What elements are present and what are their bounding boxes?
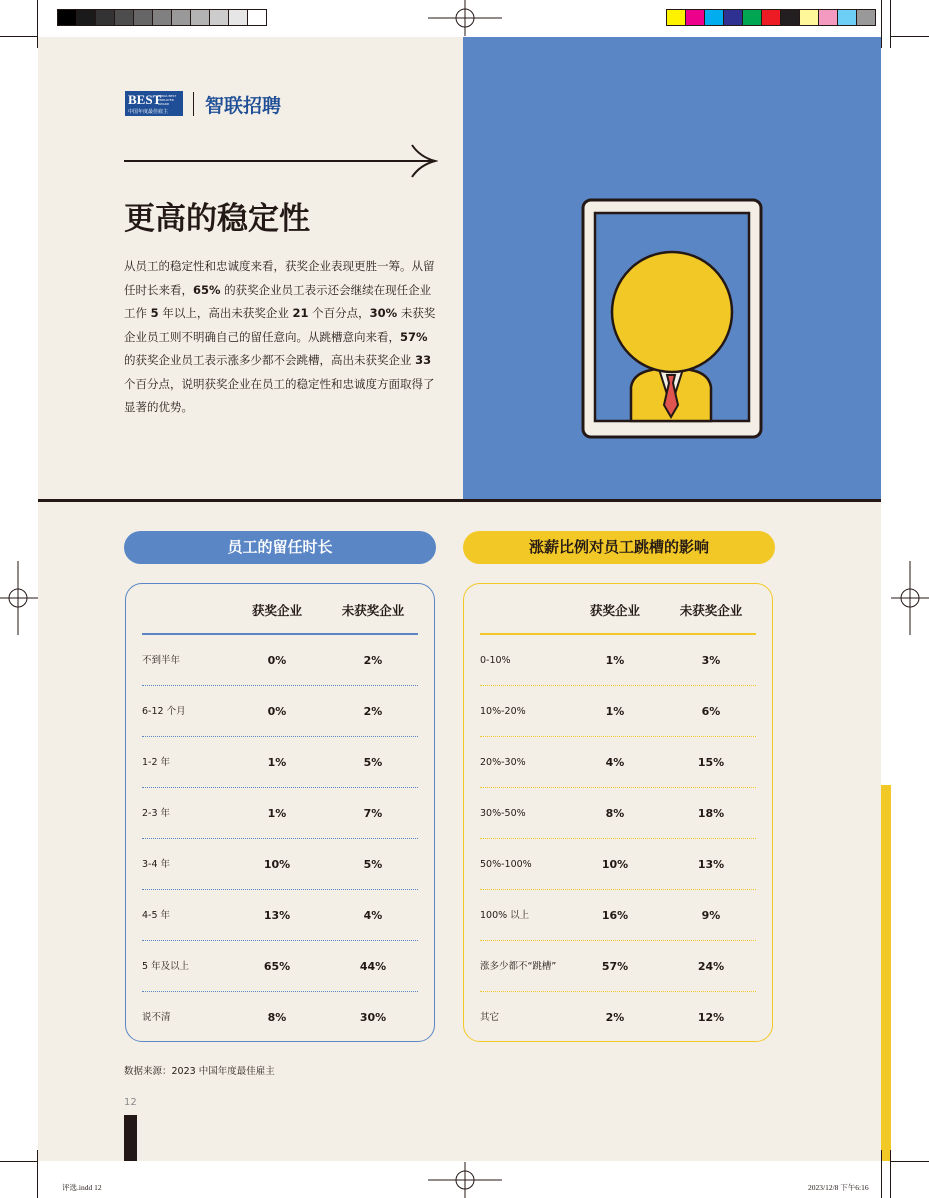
- crop-mark: [881, 0, 882, 48]
- row-label: 0-10%: [480, 655, 511, 666]
- non-winner-value: 24%: [697, 960, 725, 973]
- row-label: 4-5 年: [142, 910, 171, 921]
- table-row: [142, 941, 418, 992]
- zhaopin-logo: 智联招聘: [205, 95, 282, 117]
- non-winner-value: 18%: [697, 807, 725, 820]
- intro-highlight: 5: [150, 306, 159, 320]
- intro-text: 个百分点，: [308, 306, 370, 320]
- intro-text: 未获奖企业员工则不明确自己的留任意向。从跳槽意向来看，: [124, 306, 436, 344]
- crop-mark: [890, 0, 891, 48]
- table-row: [142, 890, 418, 941]
- color-swatch: [666, 9, 686, 26]
- row-label: 6-12 个月: [142, 706, 186, 717]
- table-row: [142, 839, 418, 890]
- non-winner-value: 6%: [701, 705, 721, 718]
- retention-table-title: 员工的留任时长: [124, 531, 436, 564]
- award-winner-value: 1%: [605, 654, 625, 667]
- award-winner-value: 0%: [267, 705, 287, 718]
- crop-mark: [37, 1150, 38, 1198]
- color-swatch: [799, 9, 819, 26]
- row-label: 1-2 年: [142, 757, 171, 768]
- color-swatch: [171, 9, 191, 26]
- color-swatch: [856, 9, 876, 26]
- table-row: [480, 788, 756, 839]
- crop-mark: [891, 36, 929, 37]
- non-winner-value: 15%: [697, 756, 725, 769]
- non-winner-value: 12%: [697, 1011, 725, 1024]
- intro-text: 从员工的稳定性和忠诚度来看，获奖企业表现更胜一筹。从留任时长来看，: [124, 259, 435, 297]
- award-winner-value: 1%: [267, 756, 287, 769]
- non-winner-value: 7%: [363, 807, 383, 820]
- award-winner-value: 0%: [267, 654, 287, 667]
- crop-mark: [890, 1150, 891, 1198]
- best-logo-small-text: CHINA BEST EMPLOYER AWARD: [158, 94, 177, 106]
- column-header: 获奖企业: [251, 603, 302, 618]
- file-slug: 评选.indd 12: [62, 1183, 102, 1192]
- intro-text: 的获奖企业员工表示涨多少都不会跳槽，高出未获奖企业: [124, 353, 416, 367]
- intro-text: 个百分点，说明获奖企业在员工的稳定性和忠诚度方面取得了显著的优势。: [124, 376, 435, 414]
- award-winner-value: 2%: [605, 1011, 625, 1024]
- data-source-note: 数据来源：2023 中国年度最佳雇主: [124, 1066, 275, 1077]
- non-winner-value: 44%: [359, 960, 387, 973]
- color-swatch: [247, 9, 267, 26]
- intro-highlight: 33: [415, 353, 432, 367]
- color-swatch: [742, 9, 762, 26]
- table-row: [480, 737, 756, 788]
- crop-mark: [881, 1150, 882, 1198]
- intro-highlight: 30%: [369, 306, 398, 320]
- color-swatch: [685, 9, 705, 26]
- color-swatch: [152, 9, 172, 26]
- table-row: [480, 635, 756, 686]
- intro-highlight: 65%: [193, 282, 221, 297]
- award-winner-value: 8%: [267, 1011, 287, 1024]
- row-label: 100% 以上: [480, 910, 530, 921]
- row-label: 3-4 年: [142, 859, 171, 870]
- row-label: 说不清: [142, 1012, 171, 1023]
- color-swatch: [704, 9, 724, 26]
- column-header: 未获奖企业: [341, 603, 405, 618]
- color-swatch: [76, 9, 96, 26]
- row-label: 30%-50%: [480, 808, 526, 819]
- non-winner-value: 2%: [363, 654, 383, 667]
- crop-mark: [0, 1161, 38, 1162]
- head-circle: [612, 252, 732, 372]
- color-swatch: [837, 9, 857, 26]
- color-swatch: [209, 9, 229, 26]
- intro-text: 的获奖企业员工表示还会继续在现任企业工作: [124, 282, 432, 320]
- color-swatch: [190, 9, 210, 26]
- registration-mark-icon: [428, 0, 502, 38]
- award-winner-value: 4%: [605, 756, 625, 769]
- crop-mark: [891, 1161, 929, 1162]
- table-row: [142, 788, 418, 839]
- table-row: [480, 839, 756, 890]
- section-divider: [38, 499, 881, 502]
- print-timestamp: 2023/12/8 下午6:16: [808, 1183, 869, 1192]
- color-swatch: [114, 9, 134, 26]
- employee-portrait-illustration: [463, 37, 881, 500]
- award-winner-value: 1%: [605, 705, 625, 718]
- logo-separator: [193, 92, 194, 116]
- page-number-bar: [124, 1115, 137, 1161]
- table-row: [142, 686, 418, 737]
- intro-highlight: 57%: [400, 329, 428, 344]
- row-label: 其它: [480, 1012, 500, 1023]
- table-header: [464, 584, 772, 635]
- illustration-panel: [463, 37, 881, 500]
- row-label: 20%-30%: [480, 757, 526, 768]
- non-winner-value: 5%: [363, 858, 383, 871]
- non-winner-value: 4%: [363, 909, 383, 922]
- row-label: 2-3 年: [142, 808, 171, 819]
- column-header: 未获奖企业: [679, 603, 743, 618]
- table-row: [480, 992, 756, 1043]
- color-swatch: [723, 9, 743, 26]
- award-winner-value: 57%: [601, 960, 629, 973]
- color-swatch: [818, 9, 838, 26]
- raise-table-title: 涨薪比例对员工跳槽的影响: [463, 531, 775, 564]
- color-swatch: [228, 9, 248, 26]
- crop-mark: [37, 0, 38, 48]
- award-winner-value: 1%: [267, 807, 287, 820]
- row-label: 50%-100%: [480, 859, 532, 870]
- retention-table: [125, 583, 435, 1042]
- row-label: 涨多少都不“跳槽”: [480, 961, 557, 972]
- long-arrow-icon: [124, 143, 438, 179]
- non-winner-value: 3%: [701, 654, 721, 667]
- registration-mark-icon: [891, 561, 929, 635]
- table-row: [480, 686, 756, 737]
- non-winner-value: 9%: [701, 909, 721, 922]
- award-winner-value: 13%: [263, 909, 291, 922]
- color-swatch: [761, 9, 781, 26]
- page-title: 更高的稳定性: [124, 201, 310, 237]
- row-label: 5 年及以上: [142, 961, 190, 972]
- crop-mark: [0, 36, 38, 37]
- non-winner-value: 13%: [697, 858, 725, 871]
- best-logo-subtext: 中国年度最佳雇主: [128, 109, 169, 115]
- table-row: [142, 737, 418, 788]
- column-header: 获奖企业: [589, 603, 640, 618]
- non-winner-value: 2%: [363, 705, 383, 718]
- registration-mark-icon: [0, 561, 38, 635]
- table-row: [480, 941, 756, 992]
- award-winner-value: 10%: [263, 858, 291, 871]
- color-swatch: [133, 9, 153, 26]
- row-label: 10%-20%: [480, 706, 526, 717]
- table-header: [126, 584, 434, 635]
- non-winner-value: 30%: [359, 1011, 387, 1024]
- registration-mark-icon: [428, 1162, 502, 1198]
- row-label: 不到半年: [142, 655, 181, 666]
- intro-highlight: 21: [292, 306, 309, 320]
- table-row: [142, 992, 418, 1043]
- award-winner-value: 10%: [601, 858, 629, 871]
- award-winner-value: 16%: [601, 909, 629, 922]
- color-swatch: [57, 9, 77, 26]
- table-row: [480, 890, 756, 941]
- edge-color-strip: [881, 785, 891, 1161]
- color-swatch: [95, 9, 115, 26]
- award-winner-value: 65%: [263, 960, 291, 973]
- color-swatch: [780, 9, 800, 26]
- award-winner-value: 8%: [605, 807, 625, 820]
- page-number: 12: [124, 1097, 137, 1108]
- table-row: [142, 635, 418, 686]
- raise-table: [463, 583, 773, 1042]
- best-logo-text: BEST: [128, 92, 162, 107]
- non-winner-value: 5%: [363, 756, 383, 769]
- intro-text: 年以上，高出未获奖企业: [158, 306, 293, 320]
- intro-paragraph: [124, 255, 438, 420]
- best-employer-logo: [125, 91, 183, 116]
